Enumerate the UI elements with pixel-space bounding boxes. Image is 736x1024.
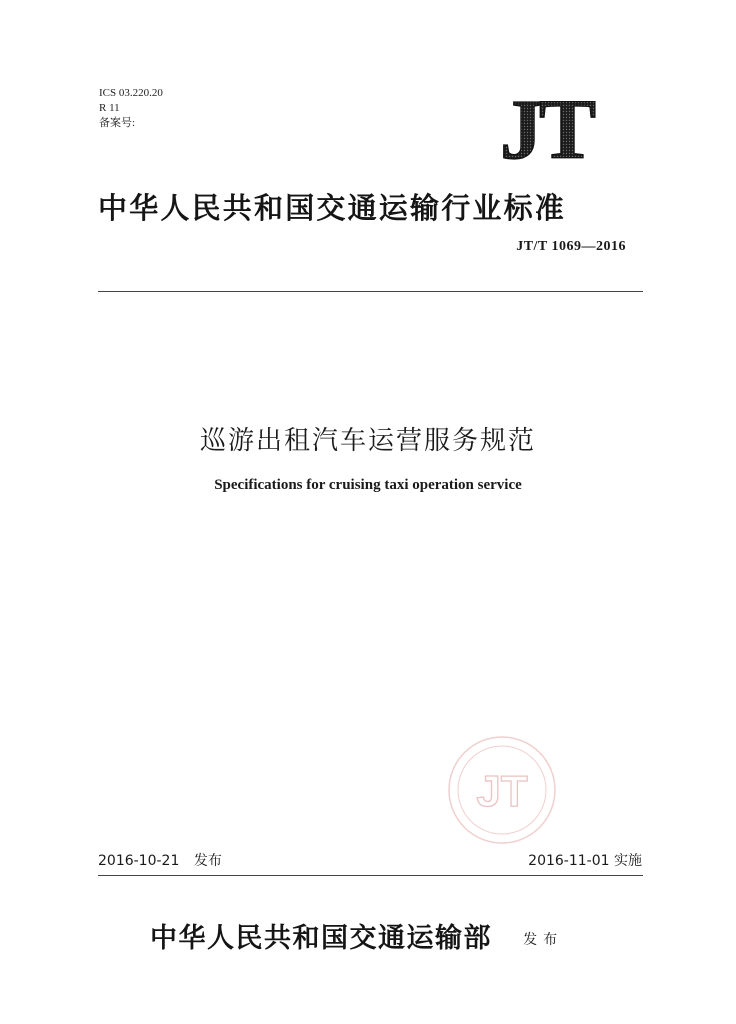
jt-watermark-seal xyxy=(446,734,558,846)
document-title-english: Specifications for cruising taxi operation service xyxy=(214,477,522,493)
document-title-chinese: 巡游出租汽车运营服务规范 xyxy=(199,426,536,456)
effective-date-line xyxy=(528,850,642,870)
issue-date-line xyxy=(98,850,222,870)
publisher-organization: 中华人民共和国交通运输部 xyxy=(150,923,492,954)
record-number-label: 备案号: xyxy=(99,117,136,129)
effective-label: 实施 xyxy=(614,853,642,869)
publisher-action: 发布 xyxy=(523,932,564,948)
jt-logo-text: JT xyxy=(499,92,593,164)
issue-label: 发布 xyxy=(193,853,222,869)
ccs-code: R 11 xyxy=(99,102,120,114)
ics-code: ICS 03.220.20 xyxy=(99,87,163,99)
standard-code: JT/T 1069—2016 xyxy=(516,239,626,254)
issue-date: 2016-10-21 xyxy=(98,853,180,869)
effective-date: 2016-11-01 xyxy=(528,853,610,869)
jt-logo xyxy=(484,92,608,164)
bottom-divider xyxy=(98,875,643,876)
top-divider xyxy=(98,291,643,292)
publisher-line xyxy=(150,916,563,955)
watermark-text: JT xyxy=(476,767,528,816)
metadata-block xyxy=(99,86,163,131)
standard-category-title: 中华人民共和国交通运输行业标准 xyxy=(98,191,567,225)
